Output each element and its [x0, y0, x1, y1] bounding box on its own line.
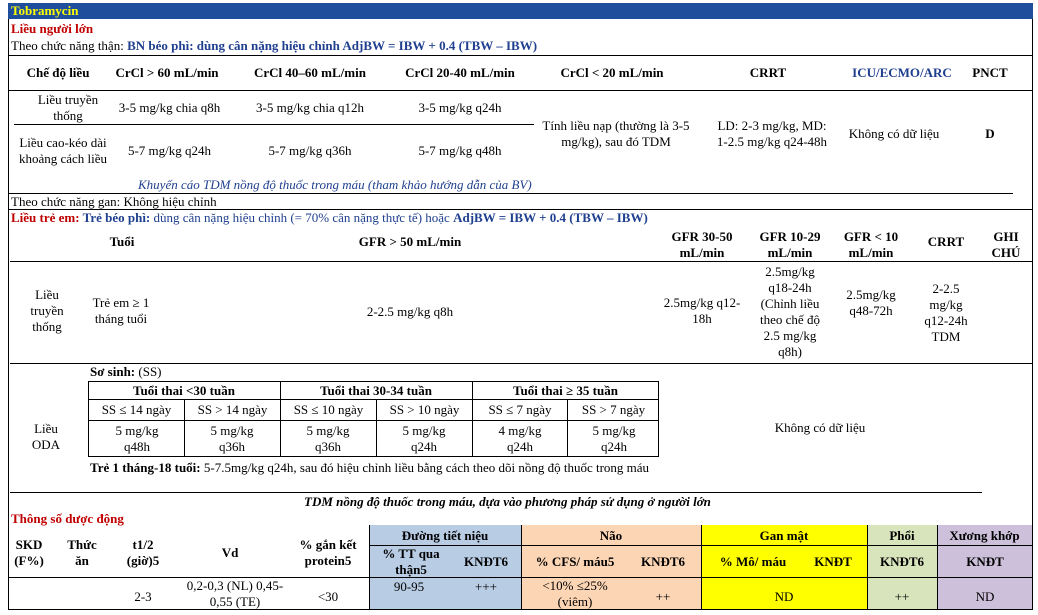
ga-group-lt30: Tuổi thai <30 tuần [133, 382, 235, 398]
pk-col-csf: % CFS/ máu5 [535, 553, 615, 569]
older-child-dose: Trẻ 1 tháng-18 tuổi: 5-7.5mg/kg q24h, sau đó hiệu chỉnh liều bằng cách theo dõi nồng độ thuốc trong máu [90, 460, 650, 475]
child-trad-gfr3050: 2.5mg/kg q12-18h [663, 295, 741, 326]
ss-header: SS > 7 ngày [581, 402, 646, 417]
ss-dose: 5 mg/kg q36h [210, 423, 254, 454]
adult-icu-value: Không có dữ liệu [848, 126, 940, 141]
adult-col-crcl20: CrCl 20-40 mL/min [405, 65, 515, 80]
child-trad-gfr10: 2.5mg/kg q48-72h [846, 287, 896, 318]
child-trad-crrt: 2-2.5 mg/kg q12-24h TDM [924, 281, 968, 344]
group-brain: Não [599, 527, 623, 543]
child-heading-line: Liều trẻ em: Trẻ béo phì: dùng cân nặng hiệu chỉnh (= 70% cân nặng thực tế) hoặc AdjBW = IBW + 0.4 (TBW – IBW) [11, 210, 648, 225]
adult-row1-label: Liều truyền thống [37, 92, 99, 123]
ga-group-ge35: Tuổi thai ≥ 35 tuần [513, 382, 618, 398]
child-col-gfr10: GFR < 10 mL/min [843, 229, 899, 260]
pk-col-brain-knđt: KNĐT6 [640, 553, 686, 569]
adult-obese-note: BN béo phì: dùng cân nặng hiệu chỉnh AdjBW = IBW + 0.4 (TBW – IBW) [127, 38, 538, 53]
pk-val-vd: 0,2-0,3 (NL) 0,45-0,55 (TE) [186, 578, 284, 609]
ss-dose: 5 mg/kg q36h [306, 423, 350, 454]
group-liver: Gan mật [759, 527, 809, 543]
child-col-note: GHI CHÚ [991, 229, 1021, 260]
pk-val-brain-knđt: ++ [655, 589, 671, 604]
adult-pnct-value: D [985, 126, 995, 141]
pk-val-bone-knđt: ND [975, 589, 995, 604]
adult-row1-crcl60: 3-5 mg/kg chia q8h [118, 100, 221, 115]
drug-title: Tobramycin [11, 3, 79, 18]
pk-val-lung-knđt: ++ [894, 589, 910, 604]
pk-col-liver-knđt: KNĐT [814, 553, 852, 569]
adult-row1-crcl40: 3-5 mg/kg chia q12h [256, 100, 364, 115]
pk-col-lung-knđt: KNĐT6 [879, 553, 925, 569]
pk-col-tissue: % Mô/ máu [719, 553, 787, 569]
adult-col-icu: ICU/ECMO/ARC [852, 65, 952, 80]
adult-heading: Liều người lớn [11, 21, 94, 36]
adult-row1-crcl20: 3-5 mg/kg q24h [418, 100, 502, 115]
adult-renal-line: Theo chức năng thận: BN béo phì: dùng cân nặng hiệu chỉnh AdjBW = IBW + 0.4 (TBW – IBW) [11, 38, 538, 53]
adult-col-crcl60: CrCl > 60 mL/min [115, 65, 219, 80]
pk-col-uro-knđt: KNĐT6 [463, 553, 509, 569]
adult-crrt-value: LD: 2-3 mg/kg, MD: 1-2.5 mg/kg q24-48h [716, 118, 828, 149]
group-bone: Xương khớp [949, 527, 1020, 543]
child-tdm-note: TDM nồng độ thuốc trong máu, dựa vào phương pháp sử dụng ở người lớn [304, 494, 711, 509]
pk-col-vd: Vd [221, 545, 239, 560]
adult-col-crrt: CRRT [749, 65, 787, 80]
child-col-gfr50: GFR > 50 mL/min [358, 234, 462, 249]
pk-col-thalf: t1/2 (giờ)5 [126, 537, 160, 568]
adult-hepatic: Theo chức năng gan: Không hiệu chỉnh [11, 194, 217, 209]
pk-val-liver: ND [774, 589, 794, 604]
adult-row2-label: Liều cao-kéo dài khoảng cách liều [18, 135, 108, 166]
ss-header: SS > 14 ngày [197, 402, 268, 417]
adult-col-crcl40: CrCl 40–60 mL/min [254, 65, 366, 80]
adult-col-regimen: Chế độ liều [26, 65, 90, 80]
pk-col-protein: % gắn kết protein5 [299, 537, 357, 568]
neonate-line: Sơ sinh: (SS) [90, 364, 162, 379]
ss-dose: 5 mg/kg q24h [402, 423, 446, 454]
pk-col-skd: SKD (F%) [14, 537, 44, 568]
ss-header: SS ≤ 10 ngày [293, 402, 364, 417]
pk-col-renal-pct: % TT qua thận5 [382, 545, 440, 577]
child-col-gfr3050: GFR 30-50 mL/min [671, 229, 733, 260]
group-lung: Phổi [889, 527, 915, 543]
adult-row2-crcl20: 5-7 mg/kg q48h [418, 143, 502, 158]
ss-header: SS ≤ 14 ngày [101, 402, 172, 417]
ss-dose: 5 mg/kg q48h [115, 423, 159, 454]
adult-row2-crcl40: 5-7 mg/kg q36h [268, 143, 352, 158]
pk-val-renal-pct: 90-95 [393, 579, 425, 594]
pk-col-bone-knđt: KNĐT [966, 553, 1004, 569]
group-uro: Đường tiết niệu [401, 527, 489, 543]
ss-dose: 5 mg/kg q24h [592, 423, 636, 454]
adult-row2-crcl60: 5-7 mg/kg q24h [127, 143, 212, 158]
adult-col-pnct: PNCT [972, 65, 1008, 80]
pk-val-csf: <10% ≤25% (viêm) [542, 578, 608, 609]
adult-tdm-note: Khuyến cáo TDM nồng độ thuốc trong máu (tham khảo hướng dẫn của BV) [138, 177, 532, 192]
child-trad-gfr1029: 2.5mg/kg q18-24h (Chỉnh liều theo chế độ 2.5 mg/kg q8h) [760, 264, 820, 359]
ga-group-30-34: Tuổi thai 30-34 tuần [320, 382, 432, 398]
pk-val-uro-knđt: +++ [475, 579, 497, 594]
child-trad-label: Liều truyền thống [30, 287, 64, 334]
pk-val-protein: <30 [317, 589, 339, 604]
pk-heading: Thông số dược động [11, 511, 124, 526]
child-oda-nodata: Không có dữ liệu [774, 420, 866, 435]
ss-header: SS ≤ 7 ngày [488, 402, 552, 417]
adult-crcl-lt20-value: Tính liều nạp (thường là 3-5 mg/kg), sau đó TDM [542, 118, 690, 149]
ss-dose: 4 mg/kg q24h [498, 423, 542, 454]
child-trad-gfr50: 2-2.5 mg/kg q8h [366, 304, 454, 319]
child-col-age: Tuổi [109, 234, 135, 249]
child-col-crrt: CRRT [927, 234, 965, 249]
pk-val-thalf: 2-3 [134, 589, 152, 604]
child-trad-age: Trẻ em ≥ 1 tháng tuổi [92, 295, 150, 326]
child-oda-label: Liều ODA [31, 421, 61, 452]
pk-col-food: Thức ăn [67, 537, 97, 568]
child-col-gfr1029: GFR 10-29 mL/min [759, 229, 821, 260]
adult-col-crcl-lt20: CrCl < 20 mL/min [560, 65, 664, 80]
ss-header: SS > 10 ngày [389, 402, 460, 417]
title-bar [8, 3, 1033, 19]
child-heading: Liều trẻ em: [11, 210, 83, 225]
